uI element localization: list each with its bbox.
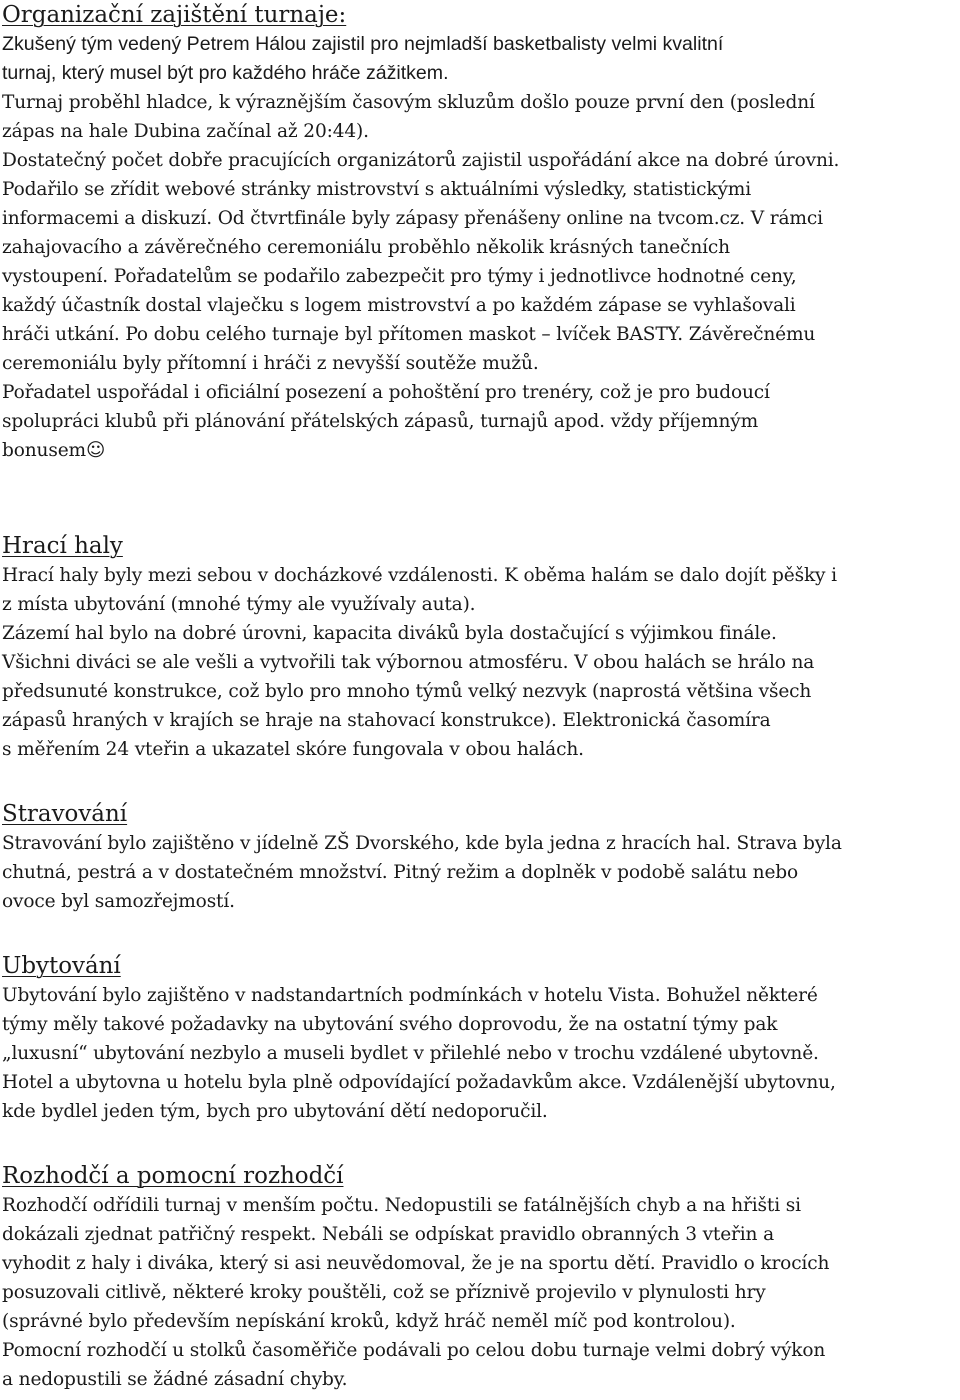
section-heading-accommodation: Ubytování xyxy=(2,953,121,979)
section-catering xyxy=(2,800,958,916)
text-line: Rozhodčí odřídili turnaj v menším počtu. Nedopustili se fatálnějších chyb a na hřišti si xyxy=(2,1195,801,1216)
text-line: a nedopustili se žádné zásadní chyby. xyxy=(2,1369,348,1390)
text-line: vystoupení. Pořadatelům se podařilo zabezpečit pro týmy i jednotlivce hodnotné ceny, xyxy=(2,266,797,287)
text-line: Podařilo se zřídit webové stránky mistrovství s aktuálními výsledky, statistickými xyxy=(2,179,752,200)
text-line: Dostatečný počet dobře pracujících organizátorů zajistil uspořádání akce na dobré úrovni. xyxy=(2,150,840,171)
text-line: dokázali zjednat patřičný respekt. Nebáli se odpískat pravidlo obranných 3 vteřin a xyxy=(2,1224,774,1245)
text-line: s měřením 24 vteřin a ukazatel skóre fungovala v obou halách. xyxy=(2,739,584,760)
text-line: hráči utkání. Po dobu celého turnaje byl přítomen maskot – lvíček BASTY. Závěrečnému xyxy=(2,324,816,345)
text-line: z místa ubytování (mnohé týmy ale využívaly auta). xyxy=(2,594,476,615)
section-halls xyxy=(2,532,958,764)
section-referees xyxy=(2,1162,958,1394)
section-accommodation xyxy=(2,952,958,1126)
text-line: Ubytování bylo zajištěno v nadstandartních podmínkách v hotelu Vista. Bohužel některé xyxy=(2,985,818,1006)
text-line: Hrací haly byly mezi sebou v docházkové vzdálenosti. K oběma halám se dalo dojít pěšky i xyxy=(2,565,837,586)
text-fragment: bonusem xyxy=(2,440,86,461)
section-organization xyxy=(2,1,958,465)
text-line: vyhodit z haly i diváka, který si asi neuvědomoval, že je na sportu dětí. Pravidlo o krocích xyxy=(2,1253,830,1274)
text-line: zápas na hale Dubina začínal až 20:44). xyxy=(2,121,369,142)
text-line: předsunuté konstrukce, což bylo pro mnoho týmů velký nezvyk (naprostá většina všech xyxy=(2,681,812,702)
text-line: spolupráci klubů při plánování přátelských zápasů, turnajů apod. vždy příjemným xyxy=(2,411,759,432)
text-line: kde bydlel jeden tým, bych pro ubytování dětí nedoporučil. xyxy=(2,1101,548,1122)
smiley-icon: ☺ xyxy=(85,440,106,461)
text-line: zahajovacího a závěrečného ceremoniálu proběhlo několik krásných tanečních xyxy=(2,237,730,258)
text-line: každý účastník dostal vlaječku s logem mistrovství a po každém zápase se vyhlašovali xyxy=(2,295,796,316)
text-line: Turnaj proběhl hladce, k výraznějším časovým skluzům došlo pouze první den (poslední xyxy=(2,92,815,113)
text-line: Všichni diváci se ale vešli a vytvořili tak výbornou atmosféru. V obou halách se hrálo na xyxy=(2,652,815,673)
text-line: turnaj, který musel být pro každého hráče zážitkem. xyxy=(2,62,449,84)
text-line: informacemi a diskuzí. Od čtvrtfinále byly zápasy přenášeny online na tvcom.cz. V rámci xyxy=(2,208,823,229)
section-heading-organization: Organizační zajištění turnaje: xyxy=(2,2,347,28)
text-line: týmy měly takové požadavky na ubytování svého doprovodu, že na ostatní týmy pak xyxy=(2,1014,778,1035)
text-line: „luxusní“ ubytování nezbylo a museli bydlet v přilehlé nebo v trochu vzdálené ubytovně. xyxy=(2,1043,819,1064)
text-line: posuzovali citlivě, některé kroky pouštěli, což se příznivě projevilo v plynulosti hry xyxy=(2,1282,766,1303)
text-line-last xyxy=(2,436,958,465)
text-line: zápasů hraných v krajích se hraje na stahovací konstrukce). Elektronická časomíra xyxy=(2,710,771,731)
text-line: Zázemí hal bylo na dobré úrovni, kapacita diváků byla dostačující s výjimkou finále. xyxy=(2,623,777,644)
text-line: Zkušený tým vedený Petrem Hálou zajistil pro nejmladší basketbalisty velmi kvalitní xyxy=(2,33,724,55)
section-heading-catering: Stravování xyxy=(2,801,128,827)
text-line: chutná, pestrá a v dostatečném množství. Pitný režim a doplněk v podobě salátu nebo xyxy=(2,862,799,883)
text-line: (správné bylo především nepískání kroků, když hráč neměl míč pod kontrolou). xyxy=(2,1311,736,1332)
text-line: ceremoniálu byly přítomní i hráči z nevyšší soutěže mužů. xyxy=(2,353,539,374)
text-line: ovoce byl samozřejmostí. xyxy=(2,891,235,912)
text-line: Pořadatel uspořádal i oficiální posezení a pohoštění pro trenéry, což je pro budoucí xyxy=(2,382,770,403)
section-heading-referees: Rozhodčí a pomocní rozhodčí xyxy=(2,1163,344,1189)
text-line: Hotel a ubytovna u hotelu byla plně odpovídající požadavkům akce. Vzdálenější ubytovnu, xyxy=(2,1072,836,1093)
text-line: Pomocní rozhodčí u stolků časoměřiče podávali po celou dobu turnaje velmi dobrý výkon xyxy=(2,1340,826,1361)
section-heading-halls: Hrací haly xyxy=(2,533,123,559)
text-line: Stravování bylo zajištěno v jídelně ZŠ Dvorského, kde byla jedna z hracích hal. Strava byla xyxy=(2,833,842,854)
